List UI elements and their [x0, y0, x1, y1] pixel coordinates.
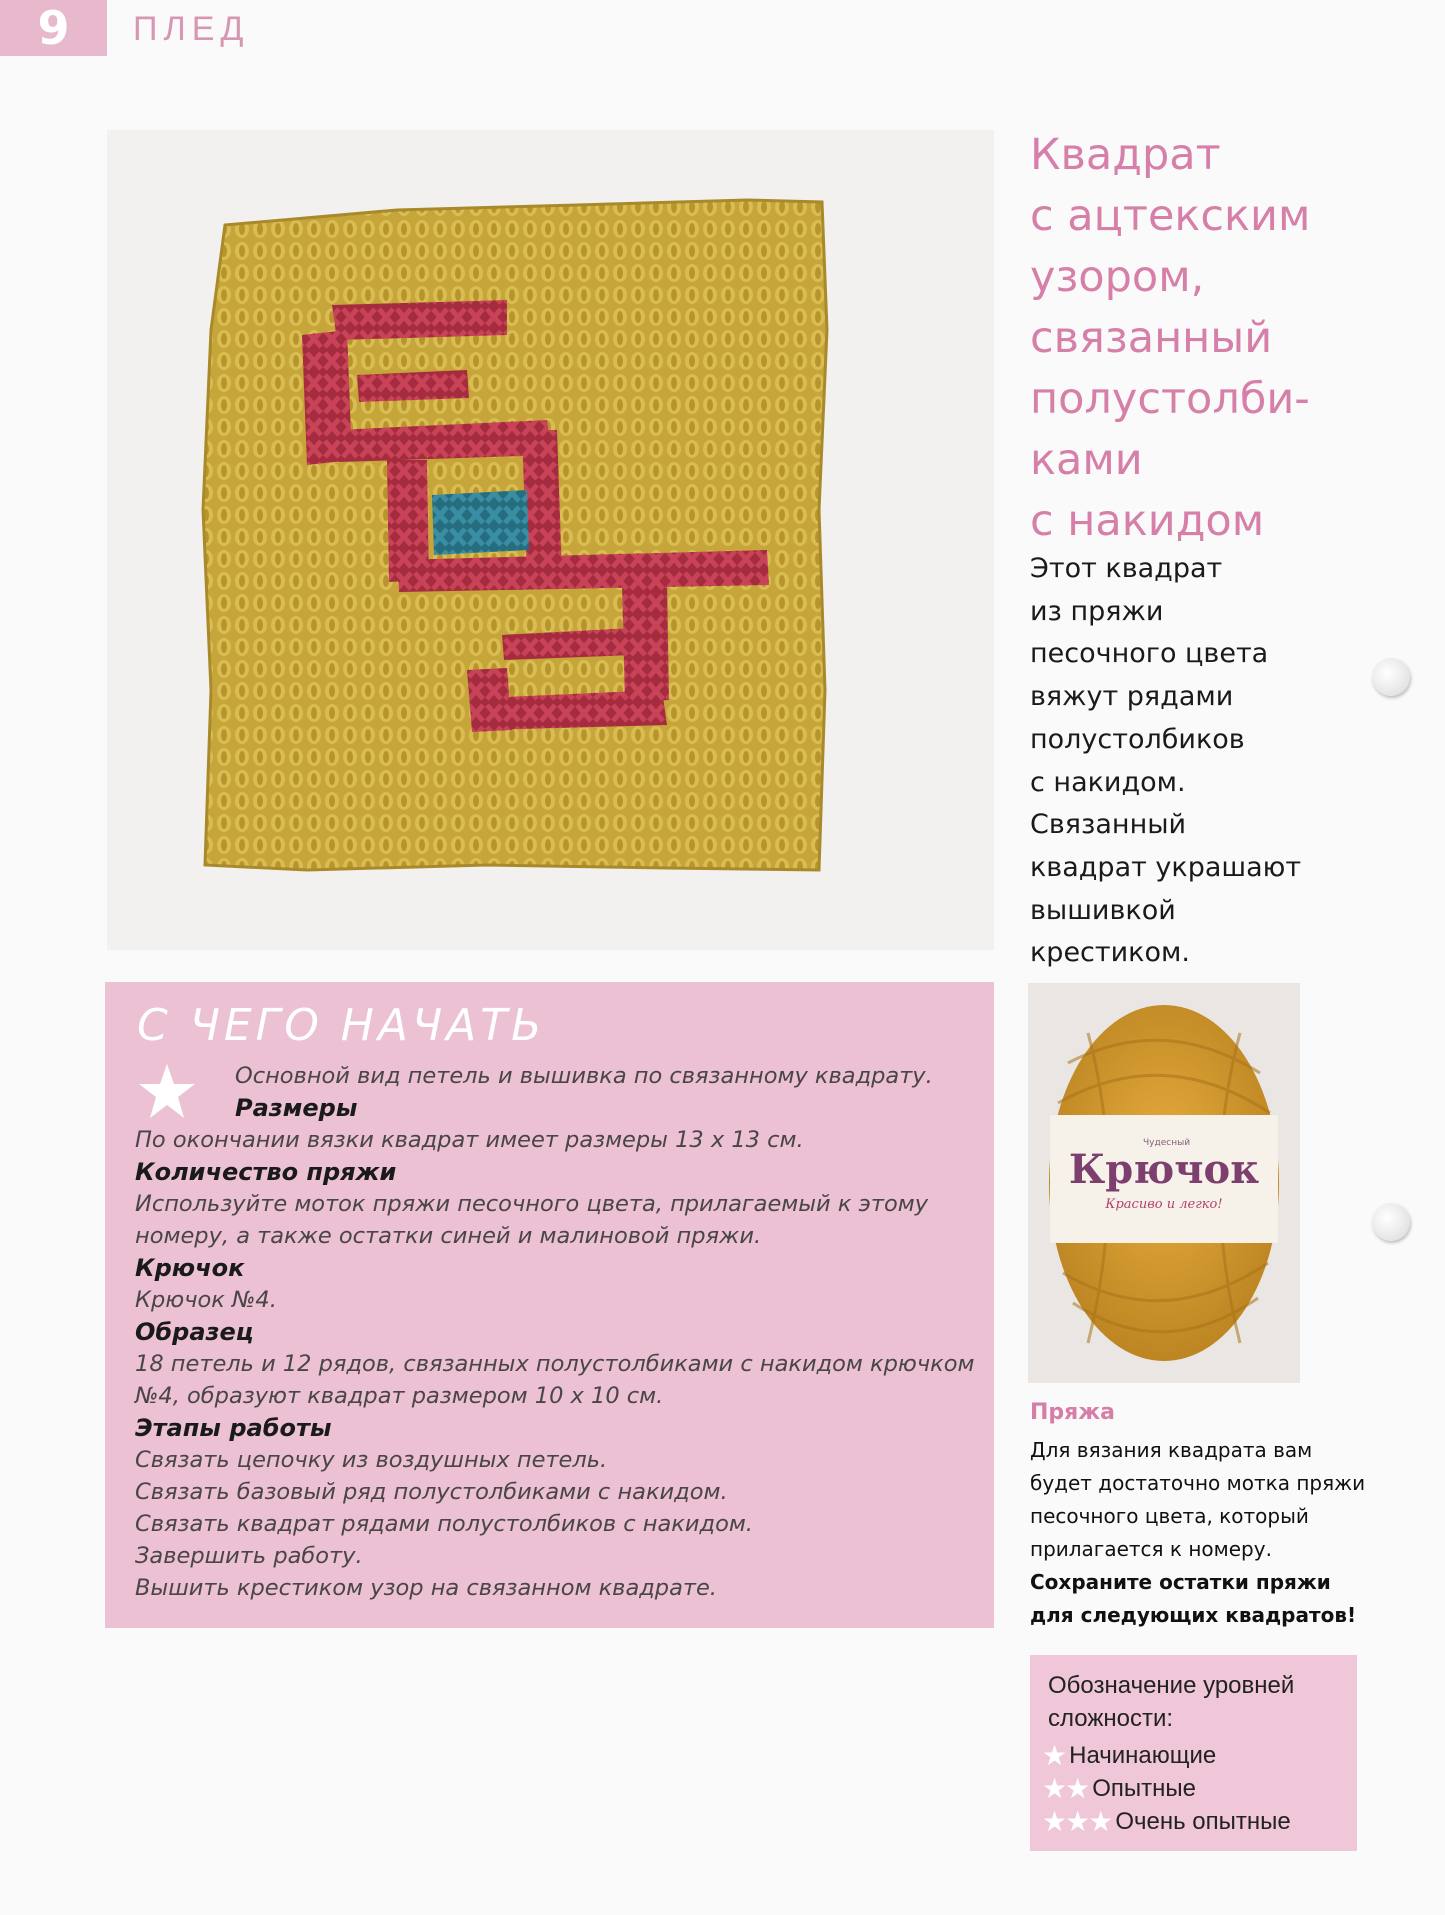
- hook-heading: Крючок: [135, 1254, 245, 1282]
- crochet-square-photo: [107, 130, 994, 950]
- step-item: Связать базовый ряд полустолбиками с накидом.: [135, 1479, 728, 1505]
- sample-text: 18 петель и 12 рядов, связанных полустолбиками с накидом крючком: [135, 1351, 975, 1377]
- intro-line: вяжут рядами: [1030, 681, 1234, 713]
- hook-text: Крючок №4.: [135, 1287, 277, 1313]
- yarn-line: песочного цвета, который: [1030, 1504, 1309, 1528]
- legend-label: Очень опытные: [1115, 1807, 1291, 1835]
- title-line: ками: [1030, 435, 1143, 485]
- step-item: Связать квадрат рядами полустолбиков с накидом.: [135, 1511, 753, 1537]
- getting-started-title: С ЧЕГО НАЧАТЬ: [137, 1000, 546, 1051]
- title-line: связанный: [1030, 313, 1273, 363]
- legend-title: [1048, 1669, 1348, 1735]
- legend-row-expert: [1042, 1805, 1291, 1838]
- binder-hole: [1372, 1203, 1410, 1241]
- intro-line: Этот квадрат: [1030, 553, 1223, 584]
- title-line: узором,: [1030, 252, 1205, 302]
- binder-hole: [1372, 658, 1410, 696]
- legend-title-line: сложности:: [1048, 1705, 1174, 1732]
- yarn-label-brand: Крючок: [1068, 1146, 1260, 1193]
- step-item: Завершить работу.: [135, 1543, 363, 1569]
- yarn-ball-photo: [1028, 983, 1300, 1383]
- intro-paragraph: [1030, 548, 1420, 975]
- sample-text: №4, образуют квадрат размером 10 х 10 см.: [135, 1383, 664, 1409]
- intro-line: полустолбиков: [1030, 723, 1245, 755]
- title-line: полустолби-: [1030, 374, 1310, 424]
- title-line: Квадрат: [1030, 130, 1221, 180]
- star-icon: ★★★: [1042, 1806, 1112, 1837]
- getting-started-content: [135, 1060, 975, 1604]
- legend-label: Опытные: [1092, 1774, 1196, 1802]
- sample-heading: Образец: [135, 1318, 254, 1346]
- title-line: с накидом: [1030, 496, 1265, 546]
- intro-line: вышивкой: [1030, 894, 1176, 926]
- yarn-heading: Пряжа: [1030, 1400, 1116, 1425]
- legend-row-beginner: [1042, 1739, 1216, 1772]
- yarn-amount-text: Используйте моток пряжи песочного цвета, прилагаемый к этому: [135, 1191, 929, 1217]
- steps-heading: Этапы работы: [135, 1414, 332, 1442]
- star-icon: ★: [1042, 1740, 1066, 1771]
- star-icon: ★★: [1042, 1773, 1089, 1804]
- yarn-description: [1030, 1434, 1430, 1632]
- yarn-amount-heading: Количество пряжи: [135, 1158, 397, 1186]
- intro-line: квадрат украшают: [1030, 851, 1302, 883]
- intro-line: песочного цвета: [1030, 638, 1269, 670]
- yarn-amount-text: номеру, а также остатки синей и малиновой пряжи.: [135, 1223, 762, 1249]
- legend-label: Начинающие: [1069, 1741, 1217, 1769]
- section-label: ПЛЕД: [133, 10, 250, 48]
- intro-line: крестиком.: [1030, 937, 1190, 969]
- yarn-label-slogan: Красиво и легко!: [1105, 1197, 1223, 1212]
- page-number: 9: [0, 0, 107, 56]
- title-line: с ацтекским: [1030, 191, 1311, 241]
- yarn-line: будет достаточно мотка пряжи: [1030, 1471, 1366, 1495]
- yarn-label-small: Чудесный: [1143, 1138, 1191, 1148]
- step-item: Связать цепочку из воздушных петель.: [135, 1447, 608, 1473]
- intro-line: Связанный: [1030, 809, 1187, 841]
- yarn-note-line: для следующих квадратов!: [1030, 1603, 1357, 1627]
- getting-started-box: [105, 982, 994, 1628]
- yarn-line: прилагается к номеру.: [1030, 1537, 1272, 1561]
- yarn-line: Для вязания квадрата вам: [1030, 1438, 1313, 1462]
- difficulty-legend: [1030, 1655, 1357, 1851]
- intro-line: с накидом.: [1030, 766, 1186, 798]
- yarn-note-line: Сохраните остатки пряжи: [1030, 1570, 1331, 1594]
- legend-title-line: Обозначение уровней: [1048, 1672, 1295, 1699]
- legend-row-experienced: [1042, 1772, 1196, 1805]
- main-title: [1030, 125, 1430, 552]
- step-item: Вышить крестиком узор на связанном квадрате.: [135, 1575, 717, 1601]
- sizes-text: По окончании вязки квадрат имеет размеры 13 х 13 см.: [135, 1127, 804, 1153]
- intro-line: из пряжи: [1030, 595, 1164, 627]
- start-intro: Основной вид петель и вышивка по связанному квадрату.: [235, 1063, 933, 1089]
- sizes-heading: Размеры: [235, 1094, 358, 1122]
